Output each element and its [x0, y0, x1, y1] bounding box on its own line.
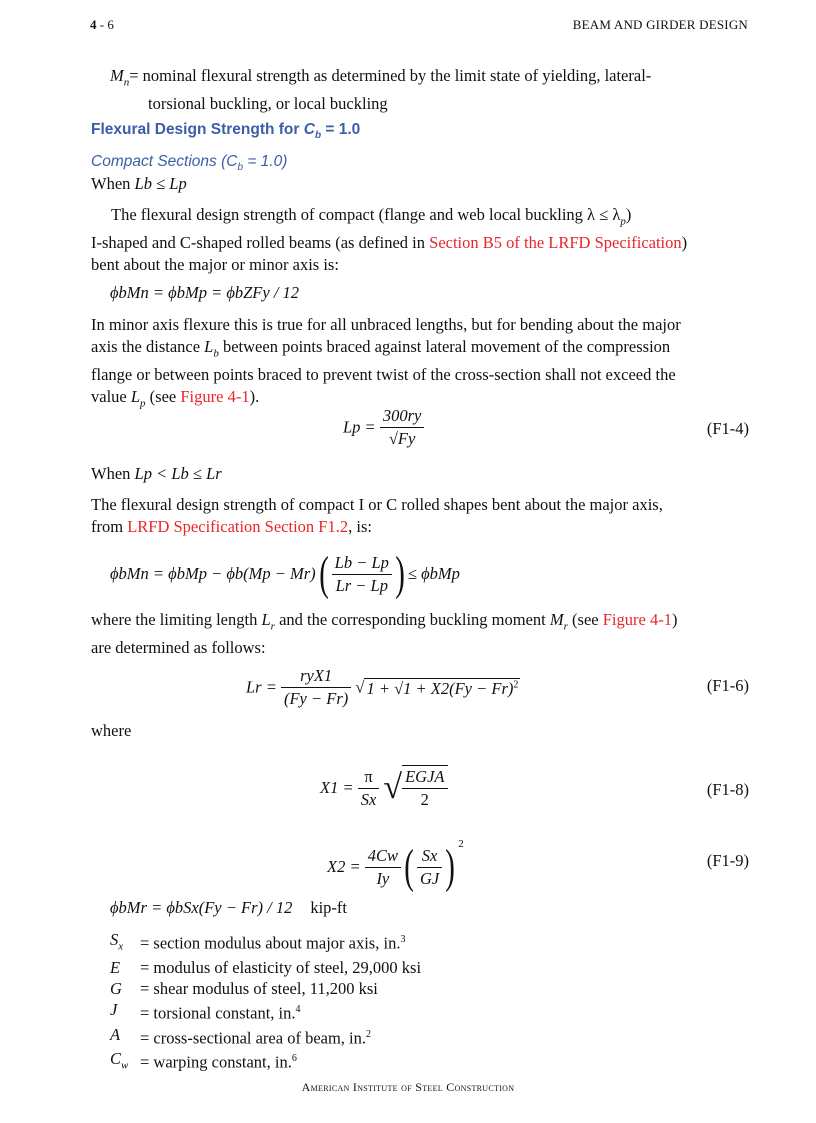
definition-row	[110, 978, 421, 999]
chapter-title: BEAM AND GIRDER DESIGN	[572, 17, 748, 32]
definition-row: J = torsional constant, in.$^4$	[110, 1000, 301, 1023]
equation-f1-4: Lp = $\frac{300ry}{√Fy}$	[343, 405, 424, 450]
equation-f1-9: X2 = $\frac{4Cw}{Iy}$ ( $\frac{Sx}{GJ}$ ) $^2$	[327, 838, 464, 894]
definition-text: = modulus of elasticity of steel, 29,000 ksi	[140, 958, 422, 978]
definition-symbol: E	[110, 958, 121, 978]
equation-number-f1-9: (F1-9)	[706, 851, 749, 870]
paragraph-2: In minor axis flexure this is true for all unbraced lengths, but for bending about the major axis the distance $L_b$ between points braced against lateral movement of the compression flange or between points braced to prevent twist of the cross-section shall not exceed the value $L_p$ (see Figure 4-1).	[91, 315, 681, 410]
mn-definition: $M_n=$ nominal flexural strength as determined by the limit state of yielding, lateral- torsional buckling, or local buckling	[110, 66, 652, 114]
definition-symbol: S	[110, 930, 119, 949]
definition-row	[110, 957, 421, 978]
definition-symbol: A	[110, 1024, 121, 1044]
equation-phi-mn: ϕbMn = ϕbMp = ϕbZFy / 12	[110, 283, 300, 302]
section-title: Flexural Design Strength for $C_b = 1.0$	[91, 121, 361, 142]
paragraph-1: The flexural design strength of compact (flange and web local buckling $\lambda \le \lambda_p$) I-shaped and C-shaped rolled beams (as defined in Section B5 of the LRFD Specification) bent about the major or minor axis is:	[91, 205, 688, 275]
definition-row: $S_x$ = section modulus about major axis, in.$^3$	[110, 930, 406, 953]
link-section-f1-2[interactable]: LRFD Specification Section F1.2	[127, 517, 349, 536]
footer: American Institute of Steel Construction	[301, 1080, 515, 1094]
definition-text: = shear modulus of steel, 11,200 ksi	[140, 979, 378, 999]
link-section-b5[interactable]: Section B5 of the LRFD Specification	[429, 233, 682, 253]
definition-row: $C_w$ = warping constant, in.$^6$	[110, 1049, 297, 1072]
definitions-list	[110, 929, 421, 1077]
link-figure-4-1-a[interactable]: Figure 4-1	[180, 387, 250, 407]
paragraph-3: The flexural design strength of compact I or C rolled shapes bent about the major axis, from LRFD Specification Section F1.2, is:	[91, 495, 663, 536]
equation-number-f1-6: (F1-6)	[706, 676, 749, 695]
definition-symbol: J	[110, 1000, 118, 1020]
equation-phi-mr: ϕbMr = ϕbSx(Fy − Fr) / 12 kip-ft	[110, 898, 347, 917]
definition-symbol: G	[110, 979, 122, 999]
definition-text: = cross-sectional area of beam, in.	[140, 1028, 367, 1048]
link-figure-4-1-b[interactable]: Figure 4-1	[602, 610, 672, 629]
condition-1: When Lb ≤ Lp	[91, 174, 187, 193]
definition-text: = section modulus about major axis, in.	[140, 933, 401, 953]
definition-row: A = cross-sectional area of beam, in.$^2$	[110, 1024, 372, 1048]
equation-f1-8: X1 = $\frac{\pi}{Sx}$ √ $\frac{\text{EGJA}}{2}$	[320, 765, 448, 811]
equation-f1-6: Lr = $\frac{\text{ryX1}}{(Fy - Fr)}$ √ $1 + √1 + X2(Fy - Fr)^2$	[246, 666, 519, 708]
equation-number-f1-8: (F1-8)	[706, 780, 749, 799]
subsection-title: Compact Sections $(C_b = 1.0)$	[91, 153, 288, 174]
equation-number-f1-4: (F1-4)	[706, 419, 749, 438]
page-number: 4 - 6	[90, 17, 114, 32]
where-label: where	[91, 721, 132, 740]
condition-2: When Lp < Lb ≤ Lr	[91, 464, 222, 483]
equation-phi-mn-ltb: ϕbMn = ϕbMp − ϕb(Mp − Mr)( $\frac{Lb - Lp}{Lr - Lp}$ ) ≤ ϕbMp	[110, 547, 460, 600]
definition-text: = torsional constant, in.	[140, 1003, 296, 1023]
paragraph-4: where the limiting length $L_r$ and the corresponding buckling moment $M_r$ (see Figure 4-1) are determined as follows:	[91, 610, 678, 658]
definition-text: = warping constant, in.	[140, 1052, 292, 1072]
definition-symbol: C	[110, 1049, 122, 1069]
